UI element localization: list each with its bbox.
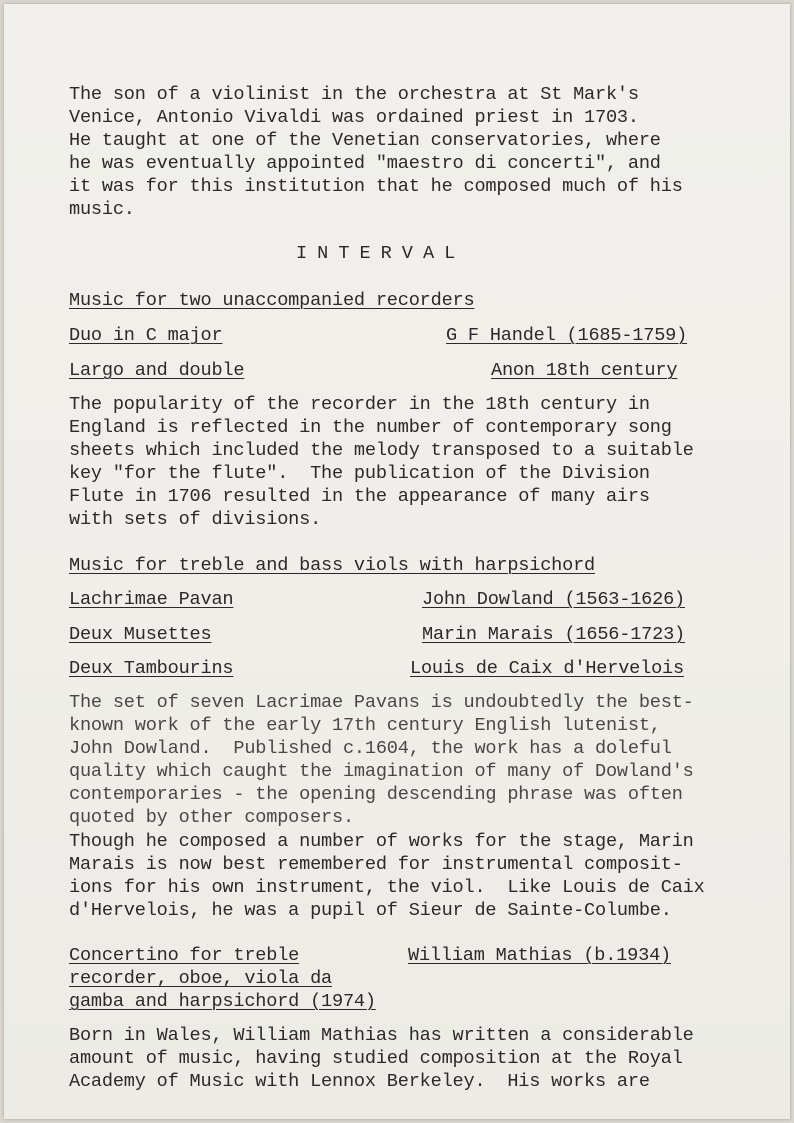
section3-para-line-1: Born in Wales, William Mathias has written a considerable [69,1025,694,1046]
intro-line-3: He taught at one of the Venetian conservatories, where [69,130,661,151]
section2-item2-composer: Marin Marais (1656-1723) [422,624,685,645]
section2-item1-composer: John Dowland (1563-1626) [422,589,685,610]
section1-para-line-5: Flute in 1706 resulted in the appearance of many airs [69,486,650,507]
section2-heading: Music for treble and bass viols with harpsichord [69,555,595,576]
section2-item3-title: Deux Tambourins [69,658,234,679]
section2-item2-title: Deux Musettes [69,624,212,645]
section2-para-line-2: known work of the early 17th century English lutenist, [69,715,661,736]
section1-item1-composer: G F Handel (1685-1759) [446,325,688,346]
section1-para-line-2: England is reflected in the number of contemporary song [69,417,672,438]
program-page [4,4,790,1119]
intro-line-4: he was eventually appointed "maestro di concerti", and [69,153,661,174]
section1-item1-title: Duo in C major [69,325,223,346]
section2-item1-title: Lachrimae Pavan [69,589,234,610]
section1-item2-title: Largo and double [69,360,245,381]
section2-para-line-10: d'Hervelois, he was a pupil of Sieur de Sainte-Columbe. [69,900,672,921]
section1-heading: Music for two unaccompanied recorders [69,290,475,311]
section1-para-line-6: with sets of divisions. [69,509,322,530]
section3-para-line-2: amount of music, having studied composition at the Royal [69,1048,683,1069]
section3-title-line-3: gamba and harpsichord (1974) [69,991,376,1012]
intro-line-5: it was for this institution that he composed much of his [69,176,683,197]
section2-para-line-8: Marais is now best remembered for instrumental composit- [69,854,683,875]
intro-line-6: music. [69,199,135,220]
section2-para-line-5: contemporaries - the opening descending phrase was often [69,784,683,805]
section1-para-line-1: The popularity of the recorder in the 18th century in [69,394,650,415]
intro-line-2: Venice, Antonio Vivaldi was ordained priest in 1703. [69,107,639,128]
section3-para-line-3: Academy of Music with Lennox Berkeley. His works are [69,1071,650,1092]
section3-composer: William Mathias (b.1934) [408,945,671,966]
section1-item2-composer: Anon 18th century [491,360,678,381]
intro-line-1: The son of a violinist in the orchestra at St Mark's [69,84,639,105]
section3-title-line-2: recorder, oboe, viola da [69,968,332,989]
section2-para-line-7: Though he composed a number of works for the stage, Marin [69,831,694,852]
section2-para-line-6: quoted by other composers. [69,807,354,828]
interval-heading: INTERVAL [296,243,466,264]
section2-para-line-1: The set of seven Lacrimae Pavans is undoubtedly the best- [69,692,694,713]
section2-para-line-9: ions for his own instrument, the viol. Like Louis de Caix [69,877,705,898]
section3-title-line-1: Concertino for treble [69,945,300,966]
section2-item3-composer: Louis de Caix d'Hervelois [410,658,684,679]
section1-para-line-4: key "for the flute". The publication of the Division [69,463,650,484]
section2-para-line-3: John Dowland. Published c.1604, the work has a doleful [69,738,672,759]
section1-para-line-3: sheets which included the melody transposed to a suitable [69,440,694,461]
section2-para-line-4: quality which caught the imagination of many of Dowland's [69,761,694,782]
